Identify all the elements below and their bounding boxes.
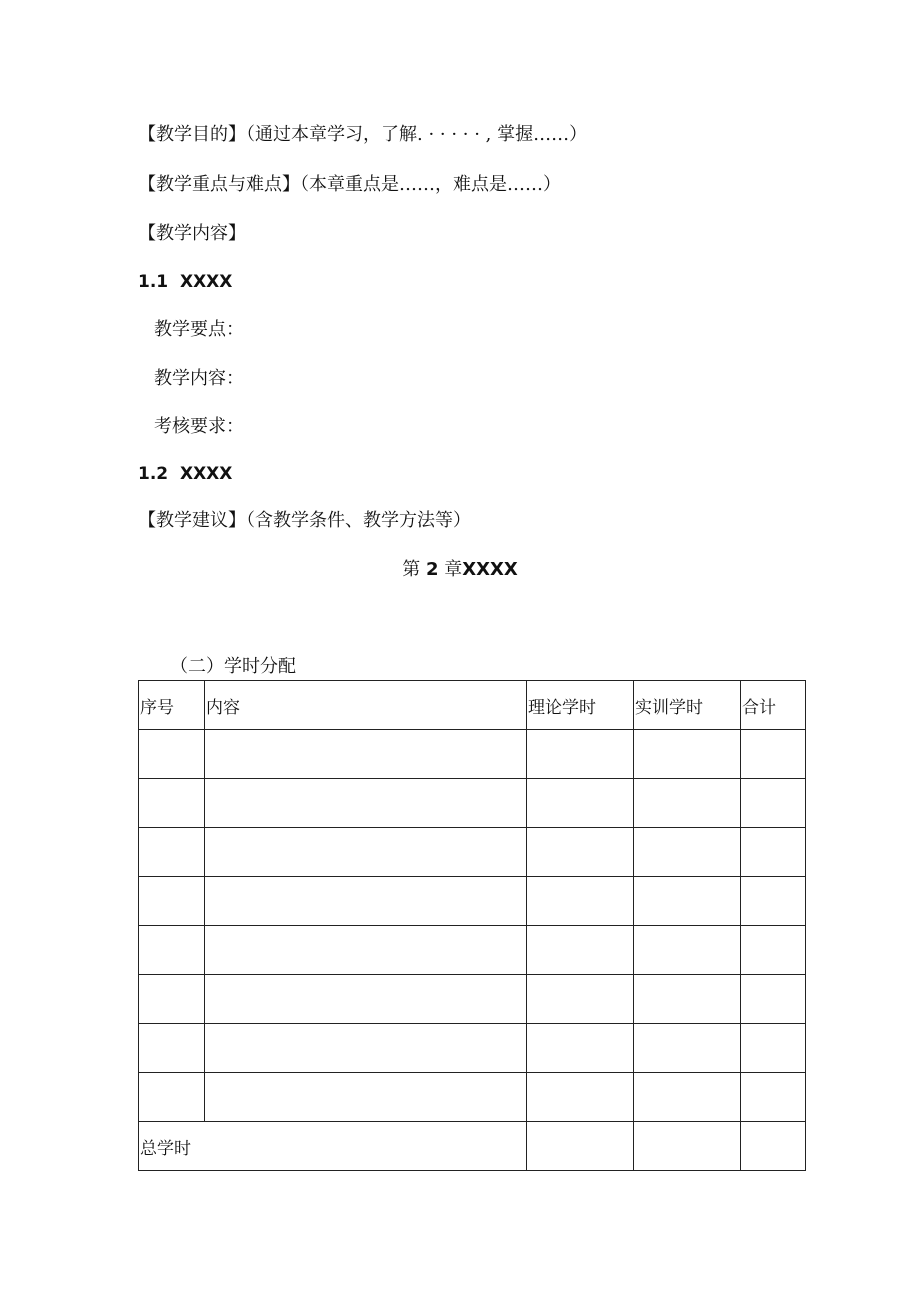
chapter-prefix: 第 (402, 559, 421, 580)
table-row (139, 975, 806, 1024)
sub-assessment: 考核要求： (154, 416, 244, 437)
table-cell[interactable] (634, 877, 741, 926)
table-cell[interactable] (205, 828, 527, 877)
table-cell[interactable] (205, 1024, 527, 1073)
table-cell[interactable] (741, 1024, 806, 1073)
table-cell[interactable] (634, 1024, 741, 1073)
table-cell[interactable] (205, 730, 527, 779)
table-cell[interactable] (205, 926, 527, 975)
key-points: 【教学重点与难点】（本章重点是……，难点是……） (138, 174, 561, 195)
table-cell[interactable] (634, 828, 741, 877)
teaching-suggestion: 【教学建议】（含教学条件、教学方法等） (138, 510, 471, 531)
table-row (139, 926, 806, 975)
section-1-1-heading (138, 270, 232, 294)
section-1-2-heading (138, 462, 232, 486)
table-cell[interactable] (741, 779, 806, 828)
header-cell-total: 合计 (741, 681, 806, 730)
table-cell[interactable] (139, 975, 205, 1024)
table-cell[interactable] (139, 730, 205, 779)
table-cell[interactable] (139, 1024, 205, 1073)
table-cell[interactable] (139, 779, 205, 828)
chapter-number: 2 (425, 559, 439, 580)
table-cell[interactable] (527, 877, 634, 926)
table-cell[interactable] (527, 828, 634, 877)
table-cell[interactable] (139, 877, 205, 926)
teaching-content-heading: 【教学内容】 (138, 223, 246, 244)
table-cell[interactable] (139, 1073, 205, 1122)
section-1-2-number: 1.2 (138, 464, 169, 484)
table-row (139, 730, 806, 779)
header-cell-index: 序号 (139, 681, 205, 730)
section-1-1-title: XXXX (179, 272, 233, 292)
table-cell[interactable] (205, 1073, 527, 1122)
table-cell[interactable] (139, 926, 205, 975)
table-cell[interactable] (139, 828, 205, 877)
total-cell[interactable] (634, 1122, 741, 1171)
table-row (139, 779, 806, 828)
table-cell[interactable] (527, 730, 634, 779)
header-cell-theory-hours: 理论学时 (527, 681, 634, 730)
hours-allocation-heading: （二）学时分配 (170, 656, 296, 677)
table-cell[interactable] (527, 779, 634, 828)
table-cell[interactable] (527, 1073, 634, 1122)
table-cell[interactable] (527, 1024, 634, 1073)
table-cell[interactable] (741, 828, 806, 877)
chapter-2-heading (0, 558, 920, 582)
table-row (139, 1073, 806, 1122)
table-row (139, 1024, 806, 1073)
section-1-2-title: XXXX (179, 464, 233, 484)
table-cell[interactable] (741, 1073, 806, 1122)
table-row (139, 828, 806, 877)
sub-teaching-points: 教学要点： (154, 319, 244, 340)
table-header-row (139, 681, 806, 730)
table-cell[interactable] (527, 926, 634, 975)
sub-teaching-content: 教学内容： (154, 368, 244, 389)
table-cell[interactable] (741, 877, 806, 926)
section-1-1-number: 1.1 (138, 272, 169, 292)
table-total-row (139, 1122, 806, 1171)
table-cell[interactable] (634, 975, 741, 1024)
hours-table (138, 680, 806, 1171)
chapter-title: XXXX (462, 559, 518, 580)
table-cell[interactable] (205, 779, 527, 828)
teaching-objective: 【教学目的】（通过本章学习，了解. · · · · · , 掌握……） (138, 124, 588, 145)
table-cell[interactable] (205, 975, 527, 1024)
table-cell[interactable] (527, 975, 634, 1024)
table-cell[interactable] (741, 975, 806, 1024)
table-cell[interactable] (634, 926, 741, 975)
table-cell[interactable] (634, 779, 741, 828)
table-cell[interactable] (741, 730, 806, 779)
chapter-mid: 章 (444, 559, 463, 580)
table-cell[interactable] (205, 877, 527, 926)
total-cell[interactable] (527, 1122, 634, 1171)
table-row (139, 877, 806, 926)
table-cell[interactable] (634, 730, 741, 779)
total-cell[interactable] (741, 1122, 806, 1171)
total-hours-label: 总学时 (139, 1122, 527, 1171)
header-cell-practice-hours: 实训学时 (634, 681, 741, 730)
table-cell[interactable] (634, 1073, 741, 1122)
header-cell-content: 内容 (205, 681, 527, 730)
table-cell[interactable] (741, 926, 806, 975)
